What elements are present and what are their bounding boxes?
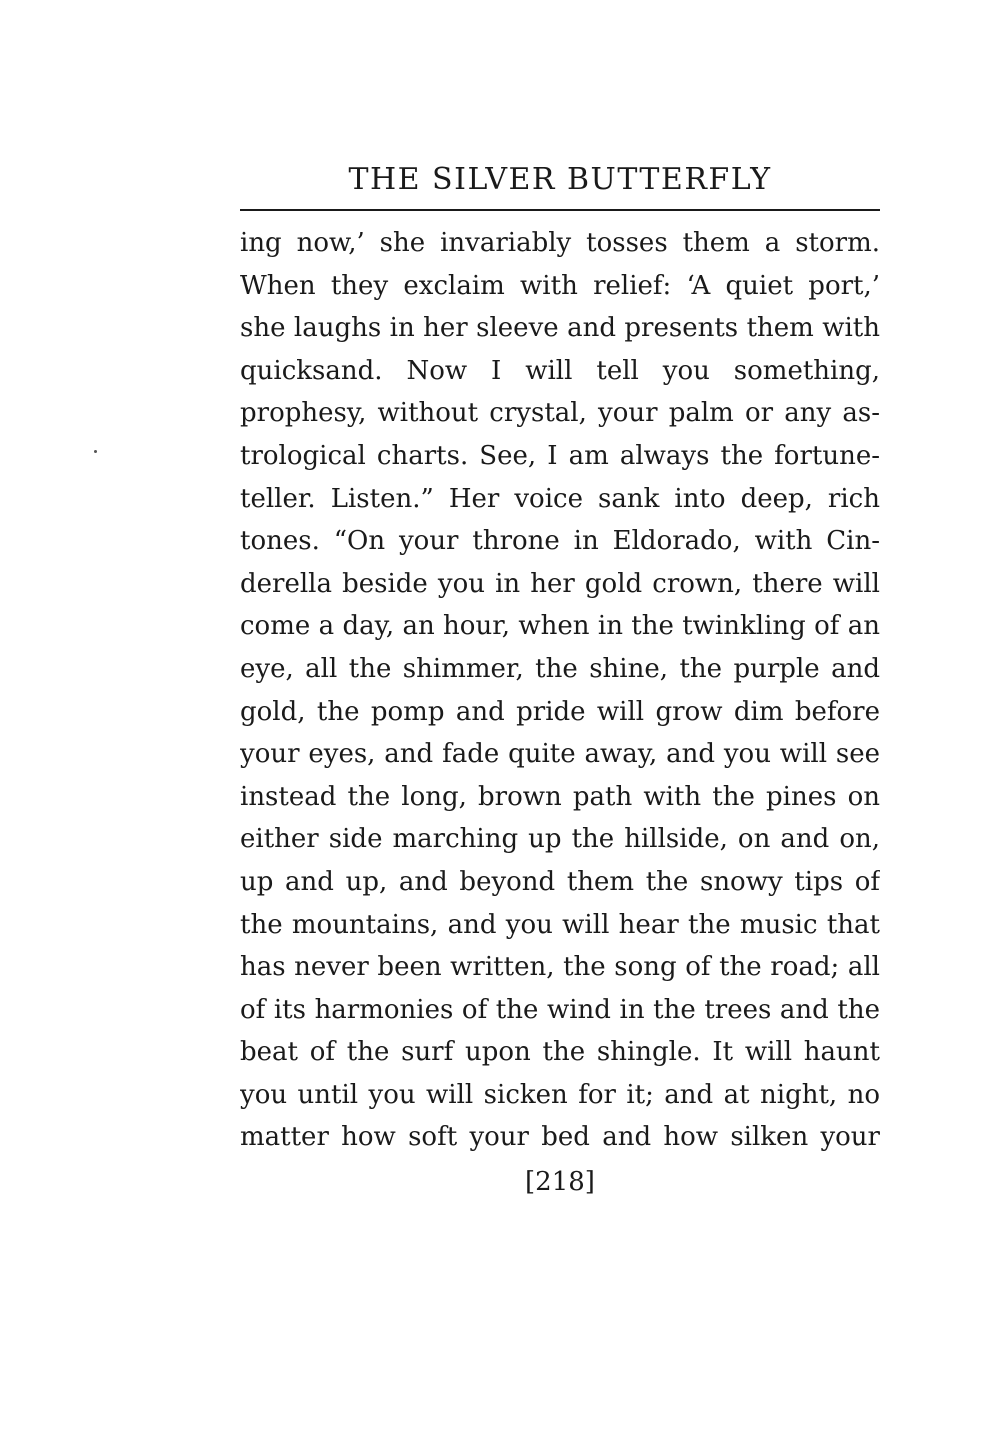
text-line: either side marching up the hillside, on and on,: [240, 824, 880, 855]
header-rule: [240, 209, 880, 211]
body-text: [240, 222, 880, 1159]
text-line: has never been written, the song of the road; all: [240, 952, 880, 983]
text-line: up and up, and beyond them the snowy tips of: [240, 866, 880, 897]
text-line: tones. “On your throne in Eldorado, with Cin-: [240, 526, 880, 557]
text-line: When they exclaim with relief: ‘A quiet port,’: [240, 270, 880, 301]
text-line: prophesy, without crystal, your palm or any as-: [240, 398, 880, 429]
ink-speck: [94, 450, 97, 453]
text-line: gold, the pomp and pride will grow dim before: [240, 696, 880, 727]
text-line: of its harmonies of the wind in the trees and the: [240, 994, 880, 1025]
running-head: THE SILVER BUTTERFLY: [348, 162, 772, 197]
page-number: [218]: [525, 1167, 595, 1197]
text-line: come a day, an hour, when in the twinkling of an: [240, 611, 880, 642]
text-line: eye, all the shimmer, the shine, the purple and: [240, 653, 880, 684]
text-line: you until you will sicken for it; and at night, no: [240, 1079, 880, 1110]
text-line: quicksand. Now I will tell you something,: [240, 355, 880, 386]
text-line: instead the long, brown path with the pines on: [240, 781, 880, 812]
text-line: your eyes, and fade quite away, and you will see: [240, 739, 880, 770]
text-line: ing now,’ she invariably tosses them a storm.: [240, 228, 880, 258]
text-line-last: matter how soft your bed and how silken your: [240, 1122, 880, 1153]
text-line: beat of the surf upon the shingle. It will haunt: [240, 1037, 880, 1068]
text-line: derella beside you in her gold crown, there will: [240, 568, 880, 599]
text-line: trological charts. See, I am always the fortune-: [240, 440, 880, 471]
text-line: she laughs in her sleeve and presents them with: [240, 313, 880, 344]
text-line: teller. Listen.” Her voice sank into deep, rich: [240, 483, 880, 514]
text-line: the mountains, and you will hear the music that: [240, 909, 880, 940]
